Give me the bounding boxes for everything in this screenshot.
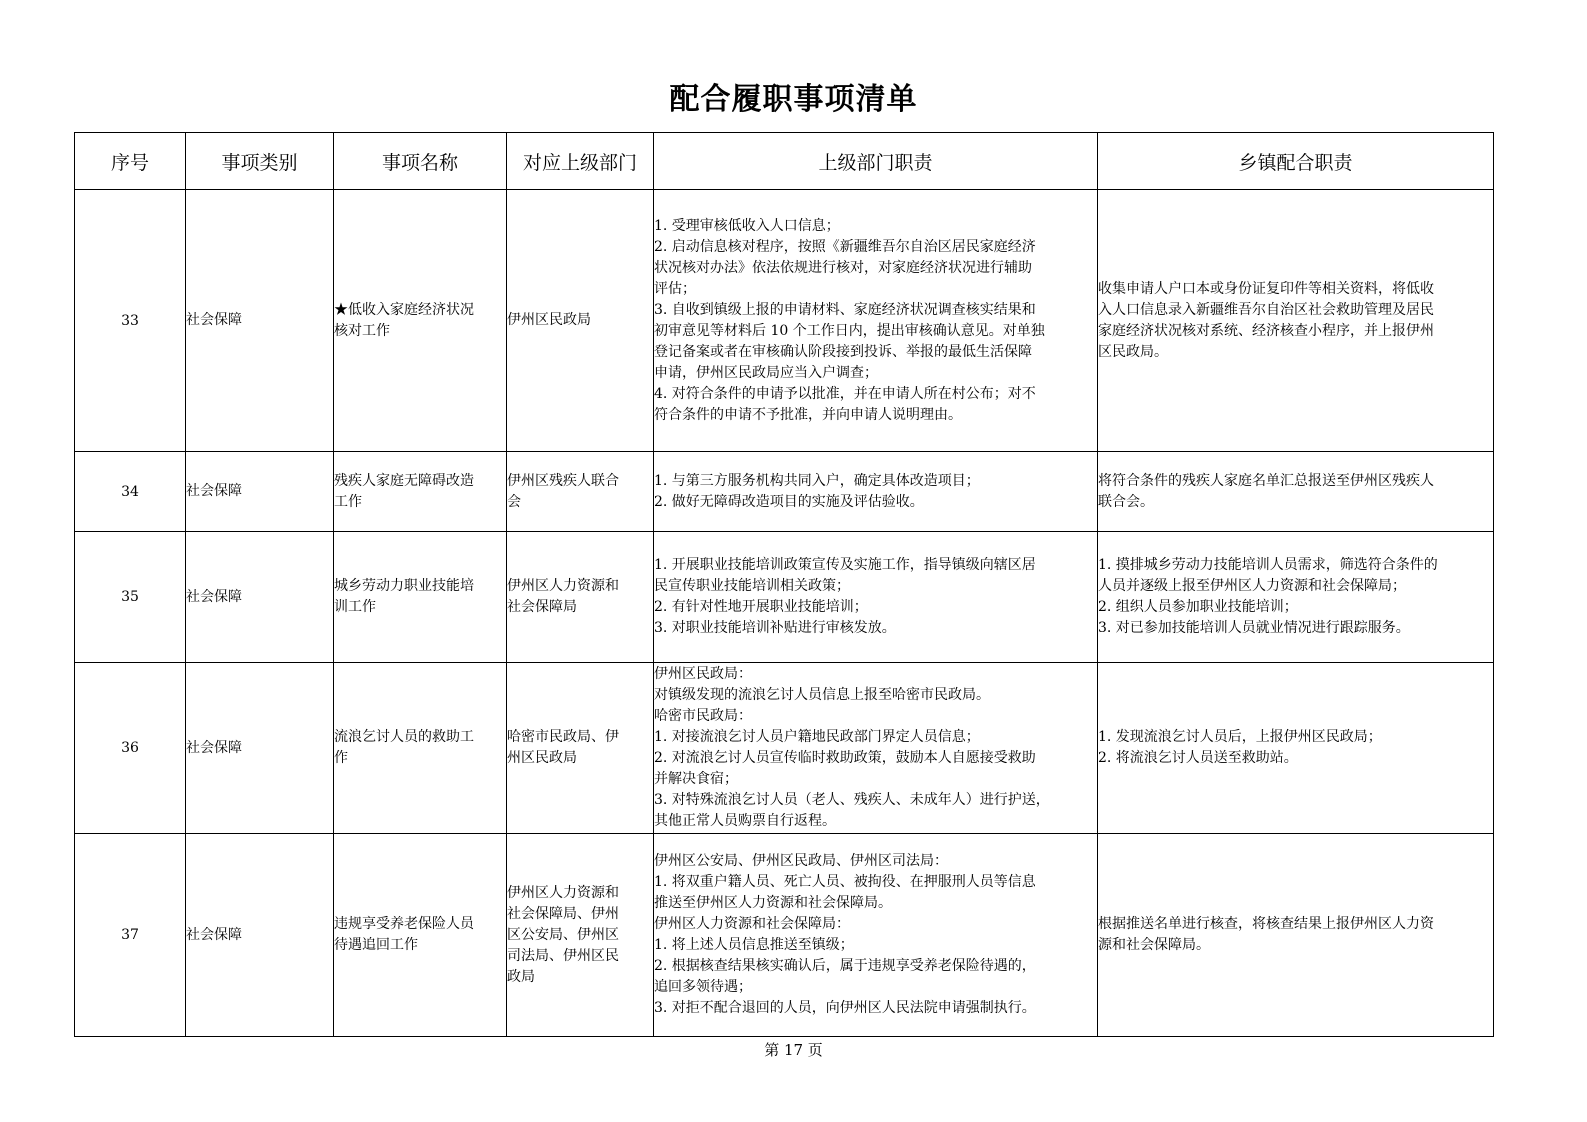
row-upper-duty — [654, 452, 1098, 532]
row-item-name-line: 流浪乞讨人员的救助工 — [334, 729, 474, 745]
row-upper-duty — [654, 834, 1098, 1037]
row-upper-duty-line: 2. 根据核查结果核实确认后，属于违规享受养老保险待遇的， — [654, 958, 1036, 974]
row-upper-duty-line: 3. 对特殊流浪乞讨人员（老人、残疾人、未成年人）进行护送， — [654, 792, 1050, 808]
row-upper-duty-line: 伊州区民政局： — [654, 666, 752, 682]
row-item-name — [334, 663, 507, 834]
row-town-duty — [1098, 532, 1494, 663]
row-upper-duty-line: 1. 与第三方服务机构共同入户，确定具体改造项目； — [654, 472, 980, 489]
row-upper-duty-line: 1. 受理审核低收入人口信息； — [654, 217, 840, 234]
row-category: 社会保障 — [186, 834, 334, 1037]
page-number: 第 17 页 — [764, 1041, 823, 1059]
row-town-duty-line: 2. 将流浪乞讨人员送至救助站。 — [1098, 750, 1298, 766]
row-item-name-line: ★低收入家庭经济状况 — [334, 301, 474, 318]
row-item-name-line: 作 — [334, 750, 348, 766]
row-item-name-line: 工作 — [334, 493, 362, 510]
row-department — [507, 190, 654, 452]
row-town-duty-line: 区民政局。 — [1098, 343, 1168, 360]
row-upper-duty-line: 2. 做好无障碍改造项目的实施及评估验收。 — [654, 493, 924, 510]
table-row — [75, 663, 1494, 834]
row-upper-duty-line: 1. 对接流浪乞讨人员户籍地民政部门界定人员信息； — [654, 729, 980, 745]
row-upper-duty-line: 1. 开展职业技能培训政策宣传及实施工作，指导镇级向辖区居 — [654, 557, 1036, 573]
row-upper-duty-line: 1. 将双重户籍人员、死亡人员、被拘役、在押服刑人员等信息 — [654, 874, 1036, 890]
row-item-name-line: 核对工作 — [334, 322, 390, 339]
row-upper-duty — [654, 663, 1098, 834]
row-department-line: 伊州区残疾人联合 — [507, 472, 619, 489]
table-row — [75, 190, 1494, 452]
row-department-line: 社会保障局、伊州 — [507, 905, 619, 922]
row-upper-duty-line: 符合条件的申请不予批准，并向申请人说明理由。 — [654, 406, 962, 423]
header-item-name: 事项名称 — [334, 133, 507, 190]
row-upper-duty-line: 对镇级发现的流浪乞讨人员信息上报至哈密市民政局。 — [654, 687, 990, 703]
row-town-duty — [1098, 190, 1494, 452]
row-town-duty-line: 3. 对已参加技能培训人员就业情况进行跟踪服务。 — [1098, 620, 1410, 636]
row-upper-duty-line: 其他正常人员购票自行返程。 — [654, 813, 836, 829]
row-town-duty-line: 源和社会保障局。 — [1098, 937, 1210, 953]
header-category: 事项类别 — [186, 133, 334, 190]
row-item-name — [334, 190, 507, 452]
row-category: 社会保障 — [186, 532, 334, 663]
row-category: 社会保障 — [186, 190, 334, 452]
header-town-duty: 乡镇配合职责 — [1098, 133, 1494, 190]
row-town-duty-line: 收集申请人户口本或身份证复印件等相关资料，将低收 — [1098, 280, 1434, 297]
header-no: 序号 — [75, 133, 186, 190]
row-upper-duty-line: 追回多领待遇； — [654, 979, 752, 995]
row-category: 社会保障 — [186, 452, 334, 532]
row-item-name — [334, 452, 507, 532]
row-upper-duty-line: 1. 将上述人员信息推送至镇级； — [654, 937, 854, 953]
row-upper-duty-line: 3. 对拒不配合退回的人员，向伊州区人民法院申请强制执行。 — [654, 1000, 1036, 1016]
row-item-name-line: 待遇追回工作 — [334, 937, 418, 953]
document-title: 配合履职事项清单 — [669, 82, 918, 117]
table-row — [75, 834, 1494, 1037]
row-department-line: 伊州区民政局 — [507, 312, 591, 328]
row-upper-duty-line: 4. 对符合条件的申请予以批准，并在申请人所在村公布；对不 — [654, 385, 1036, 402]
row-upper-duty-line: 民宣传职业技能培训相关政策； — [654, 578, 850, 594]
row-department-line: 伊州区人力资源和 — [507, 884, 619, 901]
row-department-line: 社会保障局 — [507, 599, 577, 615]
row-number: 35 — [75, 532, 186, 663]
row-item-name-line: 训工作 — [334, 599, 376, 615]
row-town-duty-line: 将符合条件的残疾人家庭名单汇总报送至伊州区残疾人 — [1098, 472, 1434, 489]
row-upper-duty-line: 申请，伊州区民政局应当入户调查； — [654, 364, 878, 381]
row-upper-duty-line: 3. 对职业技能培训补贴进行审核发放。 — [654, 620, 896, 636]
table-row — [75, 532, 1494, 663]
table-header-row — [75, 133, 1494, 190]
row-department — [507, 834, 654, 1037]
row-upper-duty-line: 2. 对流浪乞讨人员宣传临时救助政策，鼓励本人自愿接受救助 — [654, 750, 1036, 766]
row-department — [507, 452, 654, 532]
row-town-duty-line: 2. 组织人员参加职业技能培训； — [1098, 599, 1298, 615]
row-item-name — [334, 834, 507, 1037]
row-number: 33 — [75, 190, 186, 452]
row-upper-duty-line: 并解决食宿； — [654, 771, 738, 787]
row-department-line: 哈密市民政局、伊 — [507, 729, 619, 745]
row-upper-duty-line: 初审意见等材料后 10 个工作日内，提出审核确认意见。对单独 — [654, 322, 1045, 339]
row-upper-duty-line: 状况核对办法》依法依规进行核对，对家庭经济状况进行辅助 — [654, 259, 1032, 276]
row-upper-duty — [654, 532, 1098, 663]
row-town-duty-line: 根据推送名单进行核查，将核查结果上报伊州区人力资 — [1098, 916, 1434, 932]
row-department-line: 会 — [507, 493, 521, 510]
row-number: 34 — [75, 452, 186, 532]
row-upper-duty-line: 伊州区公安局、伊州区民政局、伊州区司法局： — [654, 853, 948, 869]
row-department — [507, 532, 654, 663]
row-town-duty-line: 联合会。 — [1098, 493, 1154, 510]
table-row — [75, 452, 1494, 532]
row-department-line: 政局 — [507, 968, 535, 985]
row-town-duty-line: 家庭经济状况核对系统、经济核查小程序，并上报伊州 — [1098, 322, 1434, 339]
row-upper-duty-line: 推送至伊州区人力资源和社会保障局。 — [654, 895, 892, 911]
row-town-duty-line: 1. 摸排城乡劳动力技能培训人员需求，筛选符合条件的 — [1098, 557, 1438, 573]
row-upper-duty-line: 评估； — [654, 280, 696, 297]
row-upper-duty-line: 伊州区人力资源和社会保障局： — [654, 916, 850, 932]
row-upper-duty-line: 2. 启动信息核对程序，按照《新疆维吾尔自治区居民家庭经济 — [654, 238, 1036, 255]
row-item-name — [334, 532, 507, 663]
duty-table — [74, 132, 1494, 1037]
row-item-name-line: 违规享受养老保险人员 — [334, 916, 474, 932]
row-upper-duty-line: 登记备案或者在审核确认阶段接到投诉、举报的最低生活保障 — [654, 343, 1032, 360]
header-upper-duty: 上级部门职责 — [654, 133, 1098, 190]
row-town-duty — [1098, 452, 1494, 532]
row-number: 36 — [75, 663, 186, 834]
row-upper-duty — [654, 190, 1098, 452]
row-department-line: 区公安局、伊州区 — [507, 926, 619, 943]
row-number: 37 — [75, 834, 186, 1037]
row-category: 社会保障 — [186, 663, 334, 834]
row-town-duty — [1098, 834, 1494, 1037]
row-upper-duty-line: 2. 有针对性地开展职业技能培训； — [654, 599, 868, 615]
row-department-line: 伊州区人力资源和 — [507, 578, 619, 594]
row-town-duty-line: 1. 发现流浪乞讨人员后，上报伊州区民政局； — [1098, 729, 1382, 745]
row-upper-duty-line: 3. 自收到镇级上报的申请材料、家庭经济状况调查核实结果和 — [654, 301, 1036, 318]
row-town-duty-line: 入人口信息录入新疆维吾尔自治区社会救助管理及居民 — [1098, 301, 1434, 318]
row-item-name-line: 残疾人家庭无障碍改造 — [334, 472, 474, 489]
row-town-duty-line: 人员并逐级上报至伊州区人力资源和社会保障局； — [1098, 578, 1406, 594]
row-department-line: 州区民政局 — [507, 750, 577, 766]
row-upper-duty-line: 哈密市民政局： — [654, 708, 752, 724]
header-department: 对应上级部门 — [507, 133, 654, 190]
row-department-line: 司法局、伊州区民 — [507, 947, 619, 964]
row-department — [507, 663, 654, 834]
row-item-name-line: 城乡劳动力职业技能培 — [334, 578, 474, 594]
row-town-duty — [1098, 663, 1494, 834]
